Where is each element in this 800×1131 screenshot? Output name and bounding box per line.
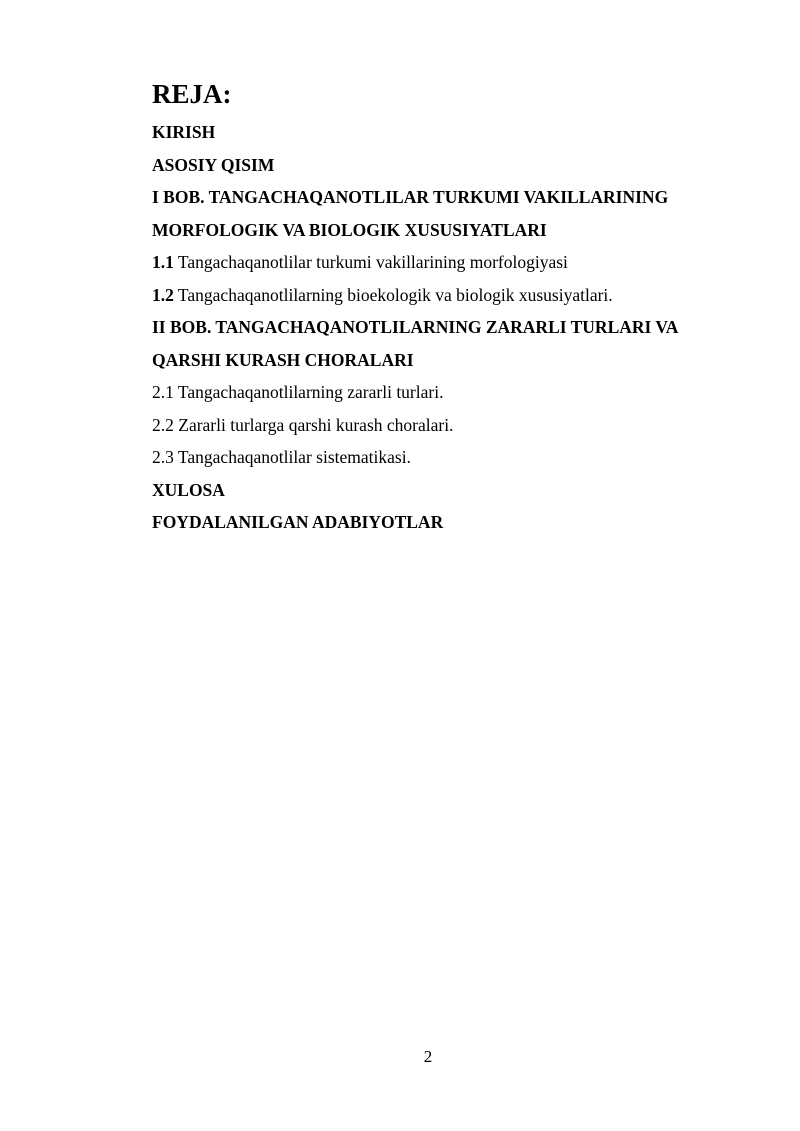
toc-chapter-1-line-1: I BOB. TANGACHAQANOTLILAR TURKUMI VAKILLARINING [152,187,669,207]
toc-entry-asosiy-qisim: ASOSIY QISIM [152,154,275,175]
section-title: Tangachaqanotlilar turkumi vakillarining morfologiyasi [173,252,568,272]
toc-section-2-2: 2.2 Zararli turlarga qarshi kurash choralari. [152,414,454,435]
toc-section-1-2 [152,279,752,312]
toc-section-2-1: 2.1 Tangachaqanotlilarning zararli turlari. [152,382,444,402]
section-title: Tangachaqanotlilarning bioekologik va biologik xususiyatlari. [173,284,613,305]
toc-section-1-1 [152,246,752,279]
toc-entry-adabiyotlar: FOYDALANILGAN ADABIYOTLAR [152,512,444,532]
toc-chapter-1-line-2: MORFOLOGIK VA BIOLOGIK XUSUSIYATLARI [152,219,547,240]
section-number: 1.2 [152,284,174,305]
table-of-contents [152,76,752,539]
page-title: REJA: [152,79,232,109]
toc-section-2-3: 2.3 Tangachaqanotlilar sistematikasi. [152,447,411,467]
toc-entry-xulosa: XULOSA [152,479,225,500]
section-number: 1.1 [152,252,174,272]
toc-entry-kirish: KIRISH [152,122,216,142]
page-number: 2 [423,1047,433,1066]
toc-chapter-2-line-2: QARSHI KURASH CHORALARI [152,349,414,370]
toc-chapter-2-line-1: II BOB. TANGACHAQANOTLILARNING ZARARLI TURLARI VA [152,317,679,337]
